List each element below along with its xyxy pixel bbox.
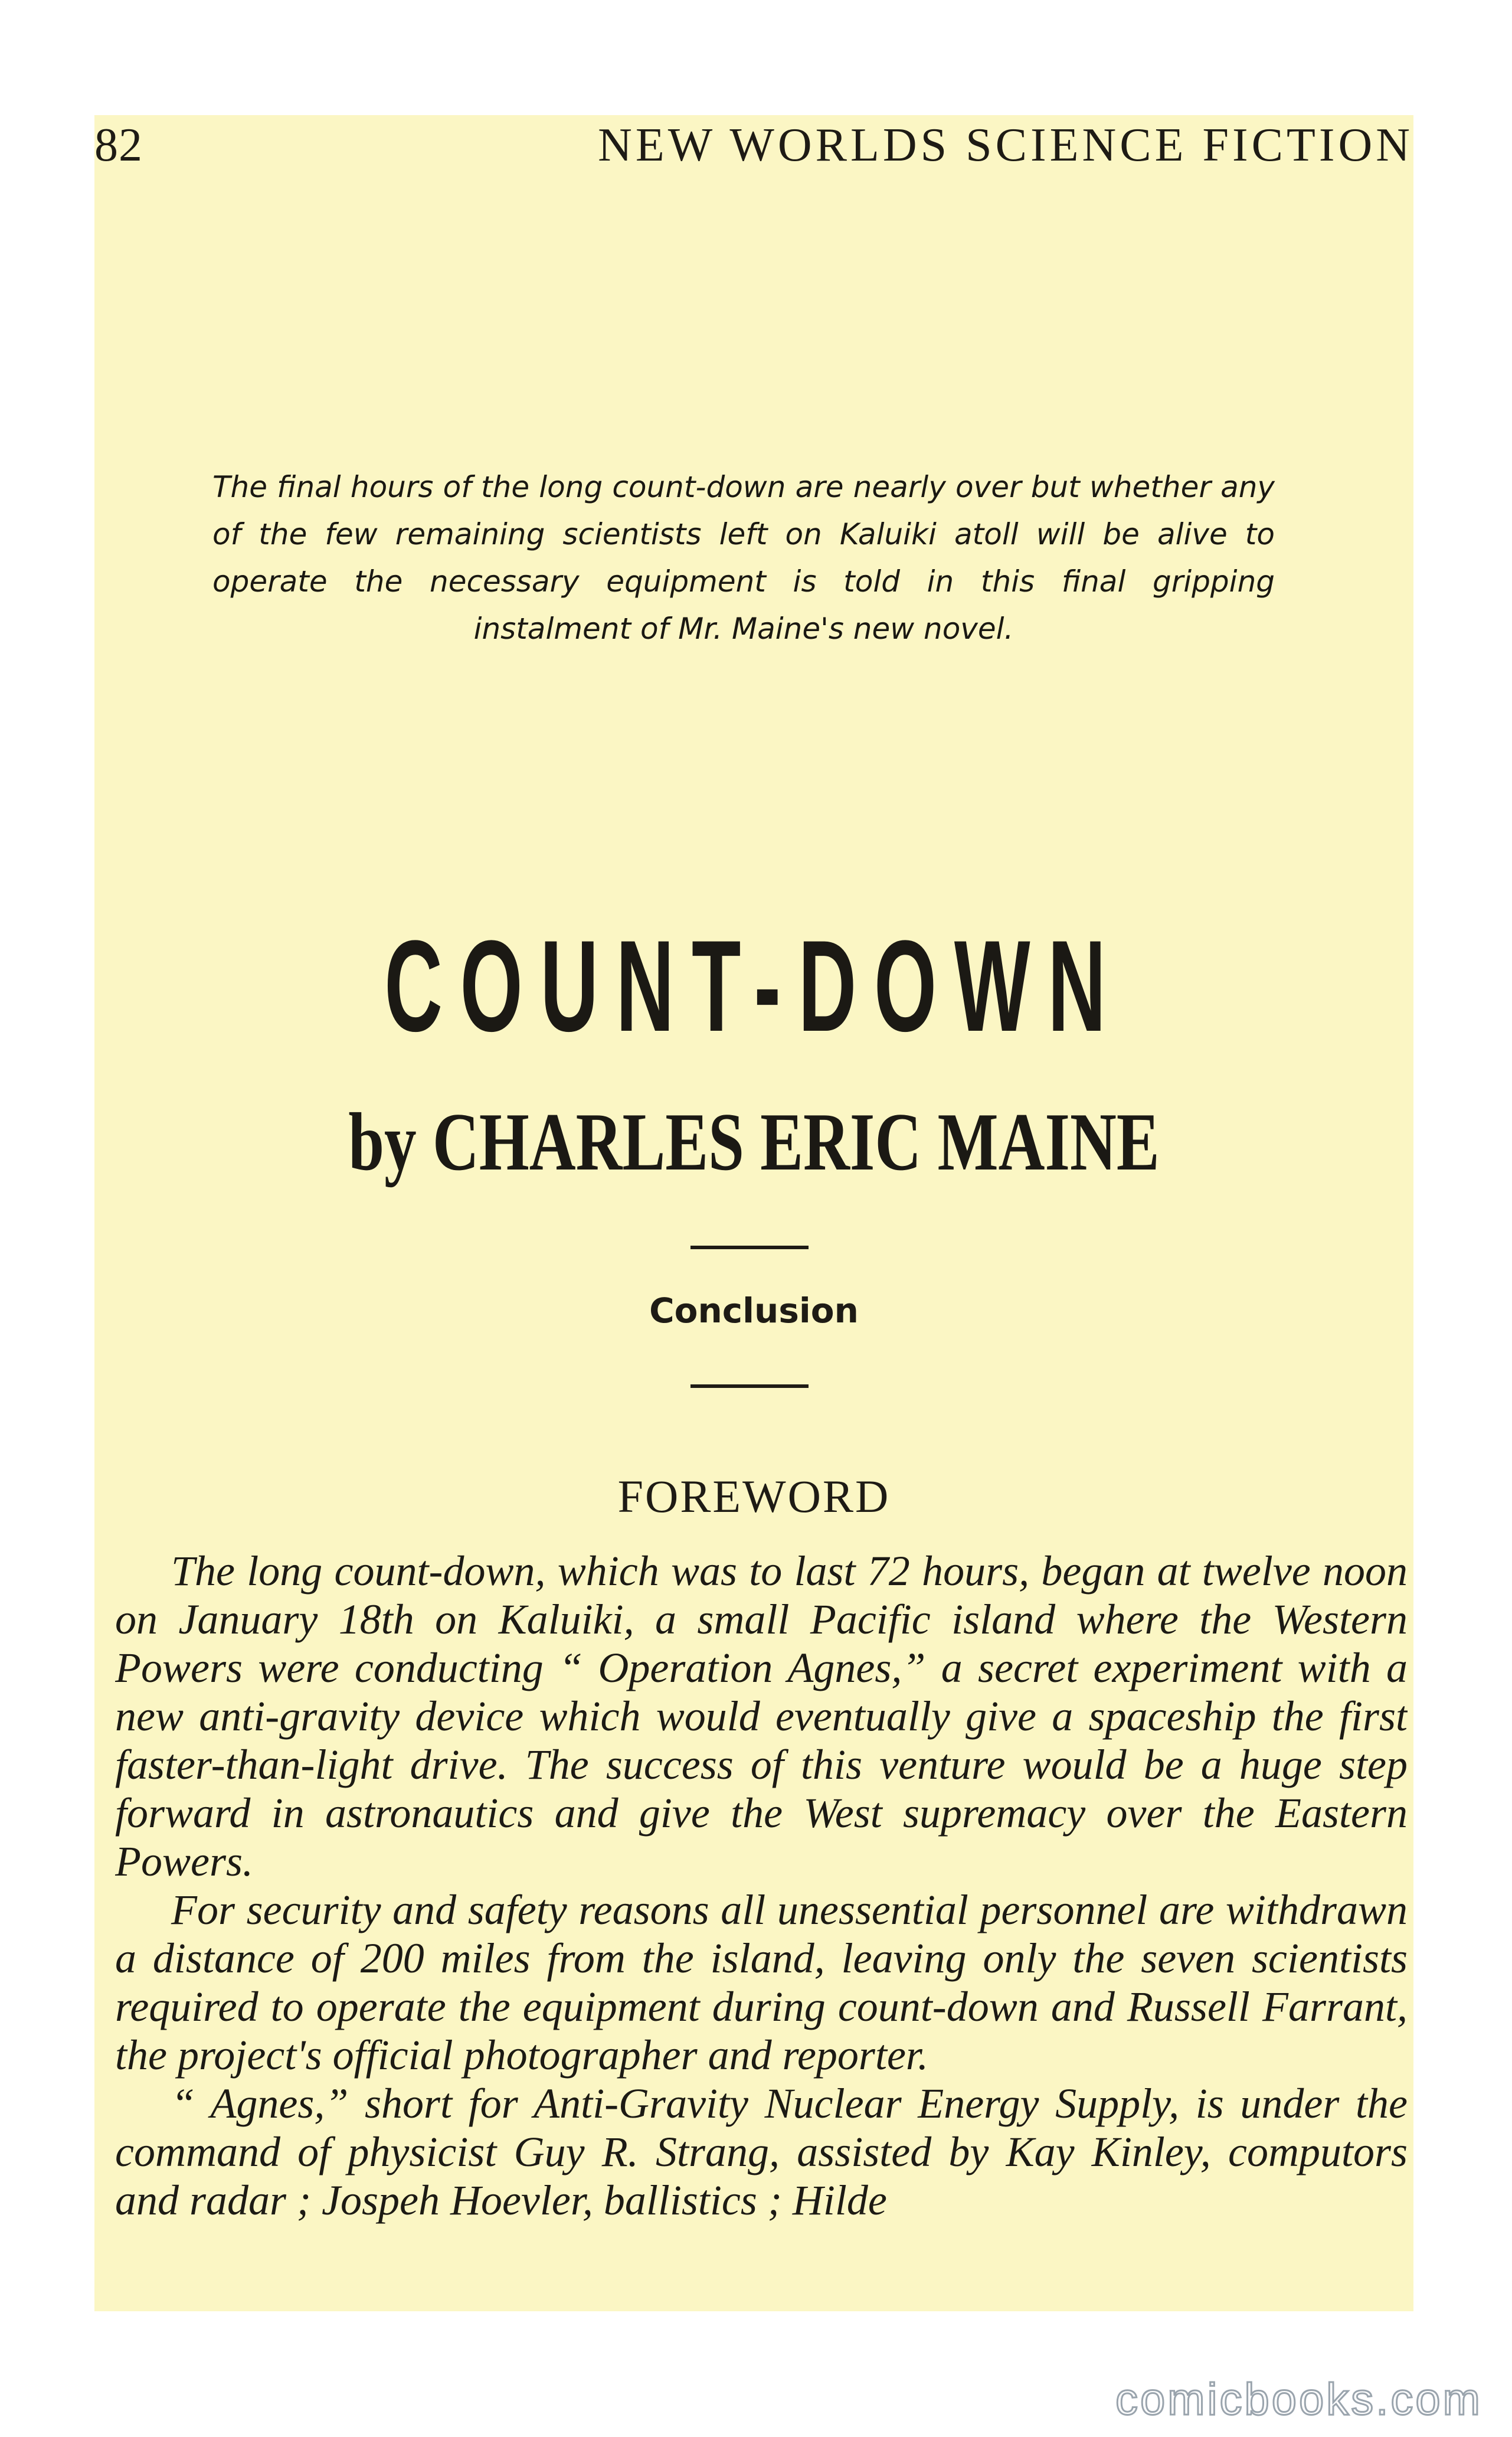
foreword-paragraph: The long count-down, which was to last 72 hours, began at twelve noon on January 18th on Kaluiki, a small Pacific island where the Western Powers were conducting “ Operation Agnes,” a secret experiment with a new anti-gravity device which would eventually give a spaceship the first faster-than-light drive. The success of this venture would be a huge step forward in astronautics and give the West supremacy over the Eastern Powers.: [115, 1547, 1408, 1885]
foreword-paragraph: For security and safety reasons all unessential personnel are withdrawn a distance of 200 miles from the island, leaving only the seven scientists required to operate the equipment during count-down and Russell Farrant, the project's official photographer and reporter.: [115, 1886, 1408, 2079]
divider-rule: [690, 1384, 809, 1388]
divider-rule: [690, 1246, 809, 1249]
watermark: comicbooks.com: [1115, 2374, 1482, 2425]
foreword-heading: FOREWORD: [617, 1471, 891, 1522]
magazine-page: [94, 115, 1413, 2311]
page-header: [94, 115, 1413, 186]
story-byline: by CHARLES ERIC MAINE: [348, 1096, 1160, 1188]
story-title: COUNT-DOWN: [384, 913, 1124, 1059]
foreword-body: [115, 1547, 1408, 2308]
story-blurb: The final hours of the long count-down are nearly over but whether any of the few remaining scientists left on Kaluiki atoll will be alive to operate the necessary equipment is told in this final gripping instalment of Mr. Maine's new novel.: [212, 470, 1275, 646]
running-title: NEW WORLDS SCIENCE FICTION: [598, 119, 1413, 171]
foreword-paragraph: “ Agnes,” short for Anti-Gravity Nuclear Energy Supply, is under the command of physicist Guy R. Strang, assisted by Kay Kinley, computors and radar ; Jospeh Hoevler, ballistics ; Hilde: [115, 2080, 1408, 2224]
part-label: Conclusion: [649, 1291, 859, 1331]
page-number: 82: [94, 119, 143, 171]
